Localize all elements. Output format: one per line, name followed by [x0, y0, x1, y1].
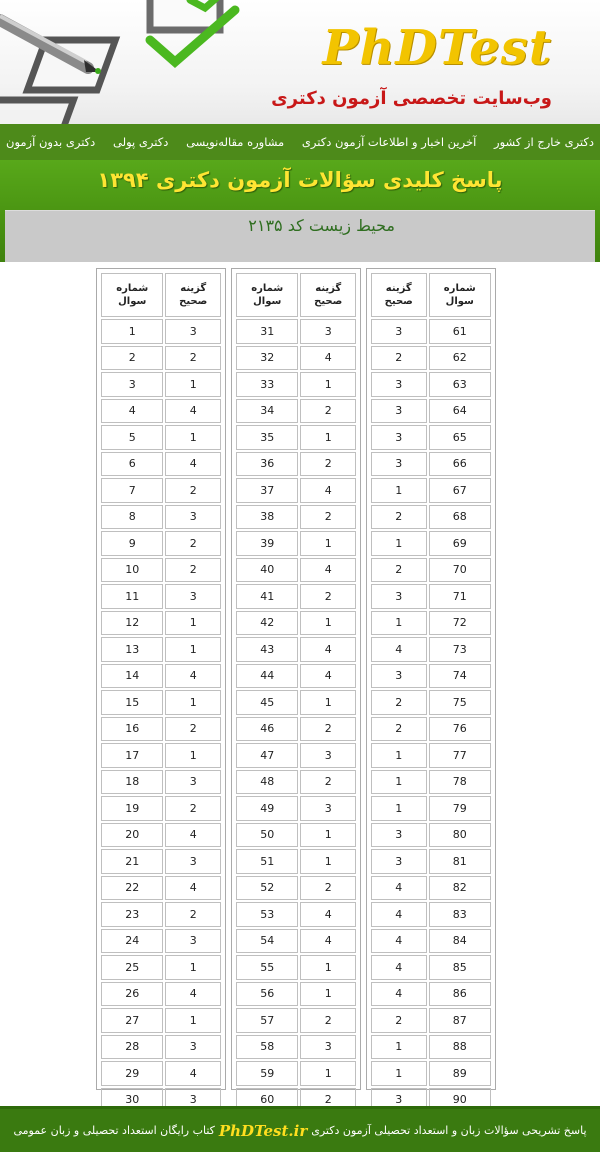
question-number-cell: 29: [101, 1061, 163, 1086]
correct-answer-cell: 2: [371, 717, 427, 742]
footer-brand-link[interactable]: PhDTest.ir: [218, 1121, 308, 1140]
question-number-cell: 64: [429, 399, 491, 424]
question-number-cell: 9: [101, 531, 163, 556]
nav-item-phd-abroad[interactable]: دکتری خارج از کشور: [494, 135, 594, 149]
table-row: [236, 346, 356, 371]
correct-answer-cell: 4: [165, 452, 221, 477]
question-number-cell: 81: [429, 849, 491, 874]
site-tagline: وب‌سایت تخصصی آزمون دکتری: [271, 88, 552, 109]
correct-answer-cell: 2: [371, 346, 427, 371]
question-number-cell: 14: [101, 664, 163, 689]
correct-answer-cell: 4: [165, 664, 221, 689]
correct-answer-cell: 2: [300, 584, 356, 609]
table-row: [371, 902, 491, 927]
correct-answer-cell: 4: [165, 876, 221, 901]
table-row: [101, 876, 221, 901]
question-number-cell: 75: [429, 690, 491, 715]
main-navigation: [0, 124, 600, 160]
correct-answer-cell: 4: [300, 637, 356, 662]
table-row: [236, 478, 356, 503]
question-number-cell: 22: [101, 876, 163, 901]
table-header-row: [371, 273, 491, 317]
question-number-cell: 45: [236, 690, 298, 715]
question-number-cell: 32: [236, 346, 298, 371]
question-number-cell: 40: [236, 558, 298, 583]
table-row: [101, 1008, 221, 1033]
question-number-cell: 86: [429, 982, 491, 1007]
question-number-cell: 49: [236, 796, 298, 821]
correct-answer-cell: 1: [371, 478, 427, 503]
table-row: [236, 849, 356, 874]
question-number-cell: 80: [429, 823, 491, 848]
table-row: [371, 346, 491, 371]
correct-answer-cell: 1: [300, 1061, 356, 1086]
table-row: [236, 823, 356, 848]
table-row: [236, 1008, 356, 1033]
question-number-cell: 27: [101, 1008, 163, 1033]
question-number-cell: 11: [101, 584, 163, 609]
table-row: [371, 823, 491, 848]
table-row: [371, 372, 491, 397]
table-row: [371, 531, 491, 556]
question-number-cell: 54: [236, 929, 298, 954]
table-row: [101, 955, 221, 980]
question-number-cell: 76: [429, 717, 491, 742]
table-row: [371, 849, 491, 874]
correct-answer-cell: 2: [165, 531, 221, 556]
table-row: [101, 690, 221, 715]
question-number-cell: 68: [429, 505, 491, 530]
correct-answer-cell: 1: [371, 1035, 427, 1060]
answer-key-table-2: [231, 268, 361, 1107]
table-row: [371, 505, 491, 530]
table-row: [101, 902, 221, 927]
table-row: [236, 425, 356, 450]
question-number-cell: 20: [101, 823, 163, 848]
question-number-cell: 42: [236, 611, 298, 636]
correct-answer-cell: 1: [300, 690, 356, 715]
question-number-cell: 55: [236, 955, 298, 980]
question-number-cell: 3: [101, 372, 163, 397]
correct-answer-cell: 1: [300, 372, 356, 397]
question-number-cell: 15: [101, 690, 163, 715]
table-row: [236, 372, 356, 397]
column-header-answer: گزینه صحیح: [300, 273, 356, 317]
table-row: [101, 346, 221, 371]
question-number-cell: 52: [236, 876, 298, 901]
correct-answer-cell: 4: [371, 876, 427, 901]
question-number-cell: 28: [101, 1035, 163, 1060]
correct-answer-cell: 2: [165, 346, 221, 371]
correct-answer-cell: 4: [300, 664, 356, 689]
correct-answer-cell: 2: [371, 558, 427, 583]
column-header-answer: گزینه صحیح: [371, 273, 427, 317]
correct-answer-cell: 2: [300, 1008, 356, 1033]
nav-item-paid-phd[interactable]: دکتری پولی: [113, 135, 169, 149]
correct-answer-cell: 3: [165, 770, 221, 795]
table-row: [236, 955, 356, 980]
correct-answer-cell: 1: [300, 611, 356, 636]
correct-answer-cell: 2: [371, 1008, 427, 1033]
correct-answer-cell: 1: [165, 425, 221, 450]
correct-answer-cell: 2: [300, 1088, 356, 1113]
question-number-cell: 51: [236, 849, 298, 874]
table-header-row: [101, 273, 221, 317]
question-number-cell: 85: [429, 955, 491, 980]
table-row: [371, 1008, 491, 1033]
correct-answer-cell: 3: [165, 505, 221, 530]
table-row: [101, 717, 221, 742]
table-row: [101, 849, 221, 874]
correct-answer-cell: 3: [371, 584, 427, 609]
question-number-cell: 43: [236, 637, 298, 662]
correct-answer-cell: 3: [165, 849, 221, 874]
table-row: [101, 399, 221, 424]
correct-answer-cell: 2: [300, 717, 356, 742]
footer-banner[interactable]: [0, 1106, 600, 1152]
table-row: [236, 637, 356, 662]
question-number-cell: 12: [101, 611, 163, 636]
question-number-cell: 73: [429, 637, 491, 662]
correct-answer-cell: 3: [165, 584, 221, 609]
question-number-cell: 36: [236, 452, 298, 477]
question-number-cell: 56: [236, 982, 298, 1007]
correct-answer-cell: 3: [165, 1035, 221, 1060]
question-number-cell: 78: [429, 770, 491, 795]
nav-item-article-writing-consulting[interactable]: مشاوره مقاله‌نویسی: [186, 135, 285, 149]
correct-answer-cell: 1: [165, 611, 221, 636]
question-number-cell: 26: [101, 982, 163, 1007]
table-row: [236, 611, 356, 636]
table-row: [101, 319, 221, 344]
table-row: [101, 982, 221, 1007]
nav-item-no-exam-phd[interactable]: دکتری بدون آزمون: [6, 135, 96, 149]
correct-answer-cell: 3: [371, 849, 427, 874]
question-number-cell: 18: [101, 770, 163, 795]
correct-answer-cell: 1: [300, 823, 356, 848]
table-row: [371, 399, 491, 424]
table-row: [236, 690, 356, 715]
table-row: [236, 558, 356, 583]
question-number-cell: 6: [101, 452, 163, 477]
table-row: [236, 1035, 356, 1060]
correct-answer-cell: 3: [165, 319, 221, 344]
table-row: [101, 929, 221, 954]
correct-answer-cell: 4: [165, 823, 221, 848]
table-row: [371, 1035, 491, 1060]
question-number-cell: 17: [101, 743, 163, 768]
question-number-cell: 63: [429, 372, 491, 397]
correct-answer-cell: 3: [371, 399, 427, 424]
correct-answer-cell: 3: [300, 1035, 356, 1060]
correct-answer-cell: 2: [165, 902, 221, 927]
correct-answer-cell: 1: [300, 531, 356, 556]
correct-answer-cell: 2: [165, 478, 221, 503]
correct-answer-cell: 3: [300, 319, 356, 344]
question-number-cell: 41: [236, 584, 298, 609]
correct-answer-cell: 2: [371, 505, 427, 530]
table-row: [236, 1061, 356, 1086]
answer-key-tables: [96, 268, 496, 1107]
question-number-cell: 58: [236, 1035, 298, 1060]
question-number-cell: 10: [101, 558, 163, 583]
correct-answer-cell: 1: [165, 637, 221, 662]
correct-answer-cell: 3: [300, 743, 356, 768]
answer-key-table-3: [366, 268, 496, 1107]
question-number-cell: 30: [101, 1088, 163, 1113]
table-row: [371, 637, 491, 662]
footer-text-after: کتاب رایگان استعداد تحصیلی و زبان عمومی: [13, 1124, 215, 1137]
question-number-cell: 13: [101, 637, 163, 662]
table-row: [101, 505, 221, 530]
table-row: [236, 531, 356, 556]
question-number-cell: 66: [429, 452, 491, 477]
question-number-cell: 24: [101, 929, 163, 954]
table-row: [371, 452, 491, 477]
correct-answer-cell: 4: [300, 902, 356, 927]
question-number-cell: 34: [236, 399, 298, 424]
table-row: [236, 452, 356, 477]
question-number-cell: 59: [236, 1061, 298, 1086]
table-row: [101, 531, 221, 556]
site-header: [0, 0, 600, 124]
correct-answer-cell: 2: [300, 876, 356, 901]
correct-answer-cell: 2: [300, 770, 356, 795]
correct-answer-cell: 1: [165, 372, 221, 397]
correct-answer-cell: 2: [300, 399, 356, 424]
correct-answer-cell: 4: [165, 399, 221, 424]
table-row: [371, 929, 491, 954]
table-row: [101, 1061, 221, 1086]
question-number-cell: 74: [429, 664, 491, 689]
question-number-cell: 82: [429, 876, 491, 901]
question-number-cell: 39: [236, 531, 298, 556]
table-row: [101, 637, 221, 662]
table-row: [371, 955, 491, 980]
question-number-cell: 35: [236, 425, 298, 450]
table-row: [101, 558, 221, 583]
table-row: [236, 770, 356, 795]
table-row: [101, 425, 221, 450]
table-row: [236, 796, 356, 821]
correct-answer-cell: 1: [165, 1008, 221, 1033]
table-row: [371, 982, 491, 1007]
table-row: [236, 982, 356, 1007]
question-number-cell: 8: [101, 505, 163, 530]
table-row: [101, 664, 221, 689]
question-number-cell: 4: [101, 399, 163, 424]
question-number-cell: 31: [236, 319, 298, 344]
question-number-cell: 5: [101, 425, 163, 450]
question-number-cell: 1: [101, 319, 163, 344]
question-number-cell: 53: [236, 902, 298, 927]
question-number-cell: 16: [101, 717, 163, 742]
column-header-question: شماره سوال: [236, 273, 298, 317]
question-number-cell: 19: [101, 796, 163, 821]
question-number-cell: 21: [101, 849, 163, 874]
table-row: [101, 796, 221, 821]
question-number-cell: 70: [429, 558, 491, 583]
correct-answer-cell: 4: [371, 929, 427, 954]
table-row: [236, 664, 356, 689]
correct-answer-cell: 3: [300, 796, 356, 821]
correct-answer-cell: 1: [300, 955, 356, 980]
correct-answer-cell: 3: [165, 929, 221, 954]
table-row: [371, 1061, 491, 1086]
correct-answer-cell: 1: [165, 743, 221, 768]
table-row: [236, 319, 356, 344]
table-row: [236, 929, 356, 954]
table-row: [371, 796, 491, 821]
table-row: [371, 478, 491, 503]
table-row: [371, 584, 491, 609]
question-number-cell: 84: [429, 929, 491, 954]
correct-answer-cell: 3: [371, 823, 427, 848]
correct-answer-cell: 1: [371, 796, 427, 821]
table-row: [371, 611, 491, 636]
correct-answer-cell: 2: [371, 690, 427, 715]
correct-answer-cell: 3: [371, 425, 427, 450]
correct-answer-cell: 4: [371, 637, 427, 662]
correct-answer-cell: 4: [371, 902, 427, 927]
correct-answer-cell: 3: [371, 1088, 427, 1113]
table-row: [101, 584, 221, 609]
question-number-cell: 69: [429, 531, 491, 556]
correct-answer-cell: 1: [165, 955, 221, 980]
question-number-cell: 46: [236, 717, 298, 742]
question-number-cell: 47: [236, 743, 298, 768]
table-row: [236, 876, 356, 901]
footer-text-before: پاسخ تشریحی سؤالات زبان و استعداد تحصیلی آزمون دکتری: [311, 1124, 587, 1137]
correct-answer-cell: 1: [165, 690, 221, 715]
exam-subject-code: محیط زیست کد ۲۱۳۵: [248, 216, 395, 235]
column-header-question: شماره سوال: [101, 273, 163, 317]
column-header-question: شماره سوال: [429, 273, 491, 317]
table-row: [371, 770, 491, 795]
table-row: [101, 770, 221, 795]
correct-answer-cell: 4: [165, 1061, 221, 1086]
question-number-cell: 23: [101, 902, 163, 927]
correct-answer-cell: 4: [371, 982, 427, 1007]
question-number-cell: 77: [429, 743, 491, 768]
table-row: [101, 823, 221, 848]
question-number-cell: 87: [429, 1008, 491, 1033]
question-number-cell: 37: [236, 478, 298, 503]
table-row: [371, 425, 491, 450]
question-number-cell: 61: [429, 319, 491, 344]
checklist-pen-illustration: [0, 0, 290, 124]
question-number-cell: 44: [236, 664, 298, 689]
table-row: [371, 743, 491, 768]
correct-answer-cell: 1: [300, 982, 356, 1007]
table-row: [101, 611, 221, 636]
column-header-answer: گزینه صحیح: [165, 273, 221, 317]
page-title: پاسخ کلیدی سؤالات آزمون دکتری ۱۳۹۴: [97, 168, 503, 192]
correct-answer-cell: 2: [165, 717, 221, 742]
question-number-cell: 79: [429, 796, 491, 821]
correct-answer-cell: 4: [300, 929, 356, 954]
table-row: [371, 876, 491, 901]
correct-answer-cell: 2: [300, 452, 356, 477]
table-row: [371, 558, 491, 583]
question-number-cell: 67: [429, 478, 491, 503]
question-number-cell: 50: [236, 823, 298, 848]
correct-answer-cell: 4: [371, 955, 427, 980]
correct-answer-cell: 1: [371, 1061, 427, 1086]
table-row: [101, 743, 221, 768]
question-number-cell: 72: [429, 611, 491, 636]
correct-answer-cell: 2: [165, 558, 221, 583]
question-number-cell: 71: [429, 584, 491, 609]
correct-answer-cell: 1: [300, 425, 356, 450]
table-row: [236, 743, 356, 768]
question-number-cell: 7: [101, 478, 163, 503]
question-number-cell: 62: [429, 346, 491, 371]
correct-answer-cell: 3: [165, 1088, 221, 1113]
nav-item-latest-news[interactable]: آخرین اخبار و اطلاعات آزمون دکتری: [301, 135, 477, 149]
table-row: [371, 664, 491, 689]
correct-answer-cell: 1: [371, 611, 427, 636]
question-number-cell: 25: [101, 955, 163, 980]
table-row: [236, 902, 356, 927]
question-number-cell: 60: [236, 1088, 298, 1113]
table-row: [236, 717, 356, 742]
table-row: [101, 1035, 221, 1060]
question-number-cell: 2: [101, 346, 163, 371]
table-row: [101, 478, 221, 503]
answer-key-table-1: [96, 268, 226, 1107]
correct-answer-cell: 1: [371, 743, 427, 768]
site-logo[interactable]: PhDTest: [322, 20, 552, 76]
correct-answer-cell: 1: [300, 849, 356, 874]
correct-answer-cell: 4: [300, 558, 356, 583]
table-row: [236, 399, 356, 424]
question-number-cell: 33: [236, 372, 298, 397]
question-number-cell: 90: [429, 1088, 491, 1113]
correct-answer-cell: 2: [300, 505, 356, 530]
table-row: [371, 717, 491, 742]
question-number-cell: 65: [429, 425, 491, 450]
correct-answer-cell: 4: [300, 478, 356, 503]
table-row: [101, 372, 221, 397]
table-row: [236, 584, 356, 609]
question-number-cell: 57: [236, 1008, 298, 1033]
question-number-cell: 38: [236, 505, 298, 530]
correct-answer-cell: 4: [300, 346, 356, 371]
correct-answer-cell: 2: [165, 796, 221, 821]
correct-answer-cell: 3: [371, 452, 427, 477]
table-row: [236, 505, 356, 530]
correct-answer-cell: 3: [371, 319, 427, 344]
correct-answer-cell: 1: [371, 531, 427, 556]
question-number-cell: 83: [429, 902, 491, 927]
correct-answer-cell: 1: [371, 770, 427, 795]
question-number-cell: 48: [236, 770, 298, 795]
question-number-cell: 89: [429, 1061, 491, 1086]
table-header-row: [236, 273, 356, 317]
question-number-cell: 88: [429, 1035, 491, 1060]
correct-answer-cell: 3: [371, 664, 427, 689]
table-row: [371, 690, 491, 715]
correct-answer-cell: 4: [165, 982, 221, 1007]
table-row: [371, 319, 491, 344]
correct-answer-cell: 3: [371, 372, 427, 397]
table-row: [101, 452, 221, 477]
